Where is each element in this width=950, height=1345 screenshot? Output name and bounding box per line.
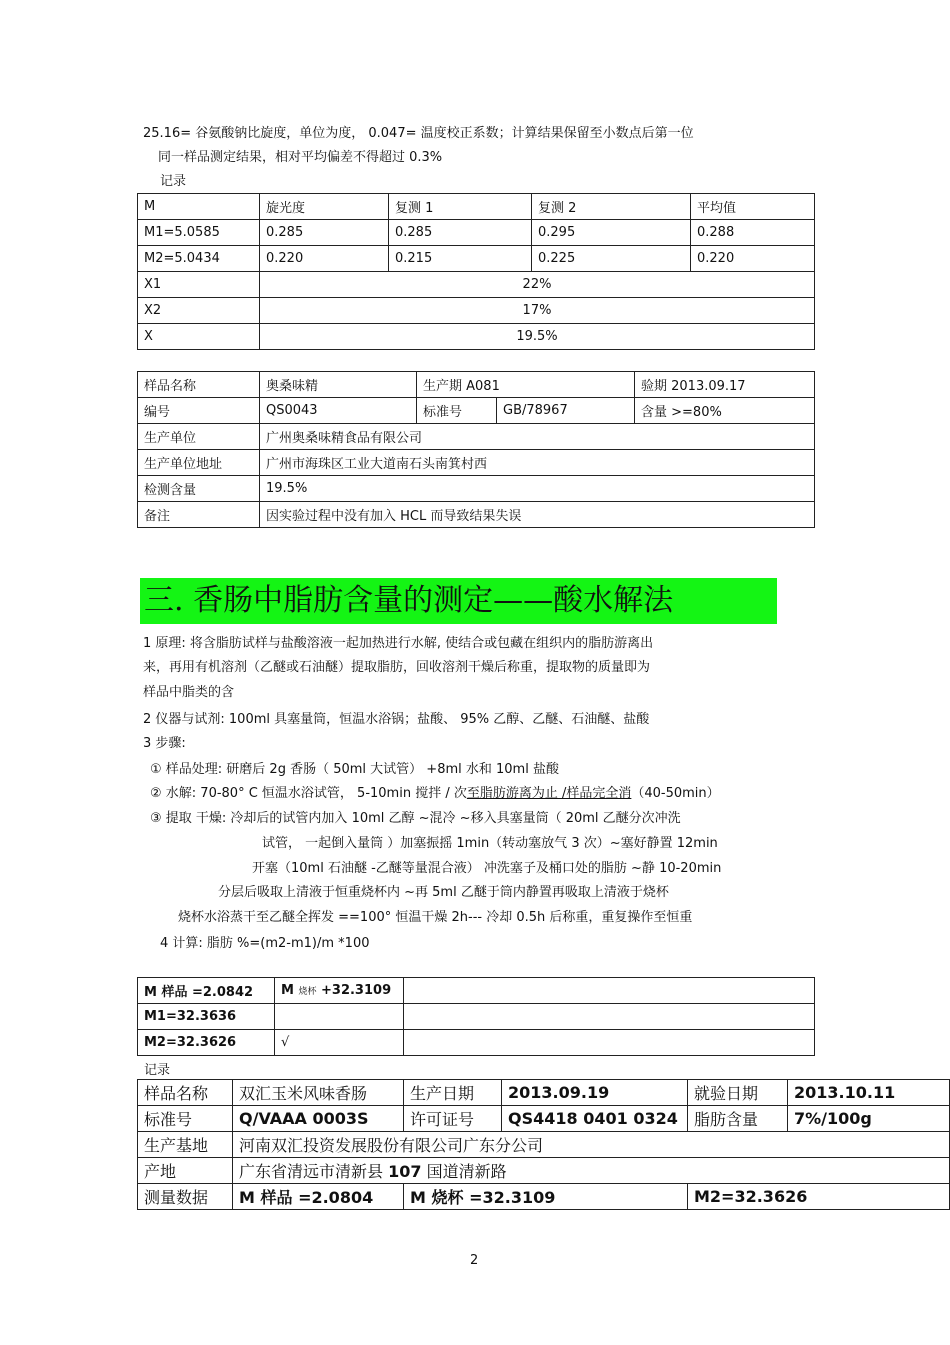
table-cell: 0.295 bbox=[532, 220, 691, 246]
cell-part: 国道清新路 bbox=[421, 1162, 507, 1181]
table-header-row bbox=[138, 194, 815, 220]
fat-measure-table bbox=[137, 977, 815, 1056]
table-cell: 标准号 bbox=[138, 1106, 233, 1132]
table-header-cell: M bbox=[138, 194, 260, 220]
table-cell: M 样品 =2.0804 bbox=[233, 1184, 404, 1210]
table-cell bbox=[404, 1004, 815, 1030]
table-row bbox=[138, 398, 815, 424]
table-cell: 7%/100g bbox=[788, 1106, 950, 1132]
step-2-underlined: 至脂肪游离为止 /样品完全消 bbox=[466, 786, 632, 801]
table-row bbox=[138, 1184, 950, 1210]
cell-part: 107 bbox=[388, 1162, 422, 1181]
table-cell: 0.220 bbox=[260, 246, 389, 272]
table-header-cell: 复测 2 bbox=[532, 194, 691, 220]
table-cell: 就验日期 bbox=[688, 1080, 788, 1106]
table-row bbox=[138, 372, 815, 398]
table-cell bbox=[275, 978, 404, 1004]
table-cell: M2=32.3626 bbox=[688, 1184, 950, 1210]
table-cell: 测量数据 bbox=[138, 1184, 233, 1210]
table-cell: 19.5% bbox=[260, 476, 815, 502]
principle-line-3: 样品中脂类的含 bbox=[143, 685, 235, 700]
table-row bbox=[138, 1030, 815, 1056]
step-2 bbox=[150, 782, 720, 801]
table-header-cell: 旋光度 bbox=[260, 194, 389, 220]
step-3-line-1: ③ 提取 干燥: 冷却后的试管内加入 10ml 乙醇 ~混冷 ~移入具塞量筒（ 20ml 乙醚分次冲洗 bbox=[150, 811, 681, 826]
table-row bbox=[138, 450, 815, 476]
sample-info-table bbox=[137, 371, 815, 528]
table-cell: GB/78967 bbox=[497, 398, 635, 424]
table-header-cell: 平均值 bbox=[691, 194, 815, 220]
result-label: X1 bbox=[138, 272, 260, 298]
instruments-line: 2 仪器与试剂: 100ml 具塞量筒，恒温水浴锅；盐酸、 95% 乙醇、乙醚、石油醚、盐酸 bbox=[143, 712, 650, 727]
table-cell: 0.220 bbox=[691, 246, 815, 272]
result-value: 19.5% bbox=[260, 324, 815, 350]
table-cell: 生产单位地址 bbox=[138, 450, 260, 476]
table-cell bbox=[404, 1030, 815, 1056]
step-3-line-2: 试管， 一起倒入量筒 ）加塞振摇 1min（转动塞放气 3 次）~塞好静置 12min bbox=[262, 836, 718, 851]
table-cell: 样品名称 bbox=[138, 372, 260, 398]
table-cell: M2=32.3626 bbox=[138, 1030, 275, 1056]
cell-part: 广东省清远市清新县 bbox=[239, 1162, 389, 1181]
calc-formula: 4 计算: 脂肪 %=(m2-m1)/m *100 bbox=[160, 936, 370, 951]
table-row bbox=[138, 424, 815, 450]
rotation-table bbox=[137, 193, 815, 350]
record-label-2: 记录 bbox=[144, 1063, 171, 1078]
table-row bbox=[138, 1132, 950, 1158]
step-3-line-3: 开塞（10ml 石油醚 -乙醚等量混合液） 冲洗塞子及桶口处的脂肪 ~静 10-20min bbox=[252, 861, 722, 876]
cell-subscript: 烧杯 bbox=[298, 987, 317, 997]
table-cell: 2013.10.11 bbox=[788, 1080, 950, 1106]
table-row bbox=[138, 1004, 815, 1030]
table-cell: 样品名称 bbox=[138, 1080, 233, 1106]
result-label: X bbox=[138, 324, 260, 350]
step-3-line-5: 烧杯水浴蒸干至乙醚全挥发 ==100° 恒温干燥 2h--- 冷却 0.5h 后称重，重复操作至恒重 bbox=[178, 910, 693, 925]
table-cell: 编号 bbox=[138, 398, 260, 424]
table-cell: 2013.09.19 bbox=[502, 1080, 688, 1106]
intro-line-2: 同一样品测定结果，相对平均偏差不得超过 0.3% bbox=[158, 150, 443, 165]
checkmark-cell: √ bbox=[275, 1030, 404, 1056]
table-row bbox=[138, 220, 815, 246]
result-label: X2 bbox=[138, 298, 260, 324]
table-cell: 0.288 bbox=[691, 220, 815, 246]
table-row bbox=[138, 1158, 950, 1184]
table-cell: M 样品 =2.0842 bbox=[138, 978, 275, 1004]
table-cell: 脂肪含量 bbox=[688, 1106, 788, 1132]
step-2-part-c: （40-50min） bbox=[631, 786, 720, 801]
table-cell bbox=[404, 978, 815, 1004]
sausage-info-table bbox=[137, 1079, 950, 1210]
table-row bbox=[138, 1106, 950, 1132]
table-cell: M2=5.0434 bbox=[138, 246, 260, 272]
section-heading: 三. 香肠中脂肪含量的测定——酸水解法 bbox=[140, 578, 777, 624]
table-row bbox=[138, 246, 815, 272]
table-cell: 生产基地 bbox=[138, 1132, 233, 1158]
table-cell: M1=5.0585 bbox=[138, 220, 260, 246]
table-cell bbox=[233, 1158, 950, 1184]
table-cell: 生产单位 bbox=[138, 424, 260, 450]
table-cell: QS4418 0401 0324 bbox=[502, 1106, 688, 1132]
table-cell: 0.285 bbox=[389, 220, 532, 246]
result-value: 17% bbox=[260, 298, 815, 324]
table-cell: 因实验过程中没有加入 HCL 而导致结果失误 bbox=[260, 502, 815, 528]
table-header-cell: 复测 1 bbox=[389, 194, 532, 220]
result-row bbox=[138, 272, 815, 298]
table-cell: 生产期 A081 bbox=[417, 372, 635, 398]
table-cell: 产地 bbox=[138, 1158, 233, 1184]
table-cell: M1=32.3636 bbox=[138, 1004, 275, 1030]
table-cell: 广州市海珠区工业大道南石头南箕村西 bbox=[260, 450, 815, 476]
result-value: 22% bbox=[260, 272, 815, 298]
steps-title: 3 步骤: bbox=[143, 736, 186, 751]
cell-part: +32.3109 bbox=[316, 983, 392, 998]
table-cell: 双汇玉米风味香肠 bbox=[233, 1080, 404, 1106]
table-cell: 验期 2013.09.17 bbox=[635, 372, 815, 398]
result-row bbox=[138, 298, 815, 324]
table-cell: 许可证号 bbox=[404, 1106, 502, 1132]
table-cell: 0.285 bbox=[260, 220, 389, 246]
table-row bbox=[138, 502, 815, 528]
table-cell bbox=[275, 1004, 404, 1030]
table-cell: 奥桑味精 bbox=[260, 372, 417, 398]
table-cell: 含量 >=80% bbox=[635, 398, 815, 424]
table-cell: 备注 bbox=[138, 502, 260, 528]
principle-line-2: 来，再用有机溶剂（乙醚或石油醚）提取脂肪，回收溶剂干燥后称重，提取物的质量即为 bbox=[143, 660, 651, 675]
step-3-line-4: 分层后吸取上清液于恒重烧杯内 ~再 5ml 乙醚于筒内静置再吸取上清液于烧杯 bbox=[218, 885, 669, 900]
table-cell: M 烧杯 =32.3109 bbox=[404, 1184, 688, 1210]
table-row bbox=[138, 1080, 950, 1106]
table-row bbox=[138, 978, 815, 1004]
cell-part: M bbox=[281, 983, 299, 998]
table-cell: Q/VAAA 0003S bbox=[233, 1106, 404, 1132]
table-cell: 检测含量 bbox=[138, 476, 260, 502]
table-cell: 0.225 bbox=[532, 246, 691, 272]
table-row bbox=[138, 476, 815, 502]
record-label: 记录 bbox=[160, 174, 187, 189]
table-cell: 生产日期 bbox=[404, 1080, 502, 1106]
intro-line-1: 25.16= 谷氨酸钠比旋度，单位为度， 0.047= 温度校正系数；计算结果保留至小数点后第一位 bbox=[143, 126, 694, 141]
table-cell: 标准号 bbox=[417, 398, 497, 424]
table-cell: 河南双汇投资发展股份有限公司广东分公司 bbox=[233, 1132, 950, 1158]
page-number: 2 bbox=[470, 1253, 479, 1268]
table-cell: 广州奥桑味精食品有限公司 bbox=[260, 424, 815, 450]
step-2-part-a: ② 水解: 70-80° C 恒温水浴试管， 5-10min 搅拌 / 次 bbox=[150, 786, 467, 801]
table-cell: 0.215 bbox=[389, 246, 532, 272]
result-row bbox=[138, 324, 815, 350]
step-1: ① 样品处理: 研磨后 2g 香肠（ 50ml 大试管） +8ml 水和 10ml 盐酸 bbox=[150, 762, 559, 777]
principle-line-1: 1 原理: 将含脂肪试样与盐酸溶液一起加热进行水解, 使结合或包藏在组织内的脂肪游离出 bbox=[143, 636, 654, 651]
table-cell: QS0043 bbox=[260, 398, 417, 424]
